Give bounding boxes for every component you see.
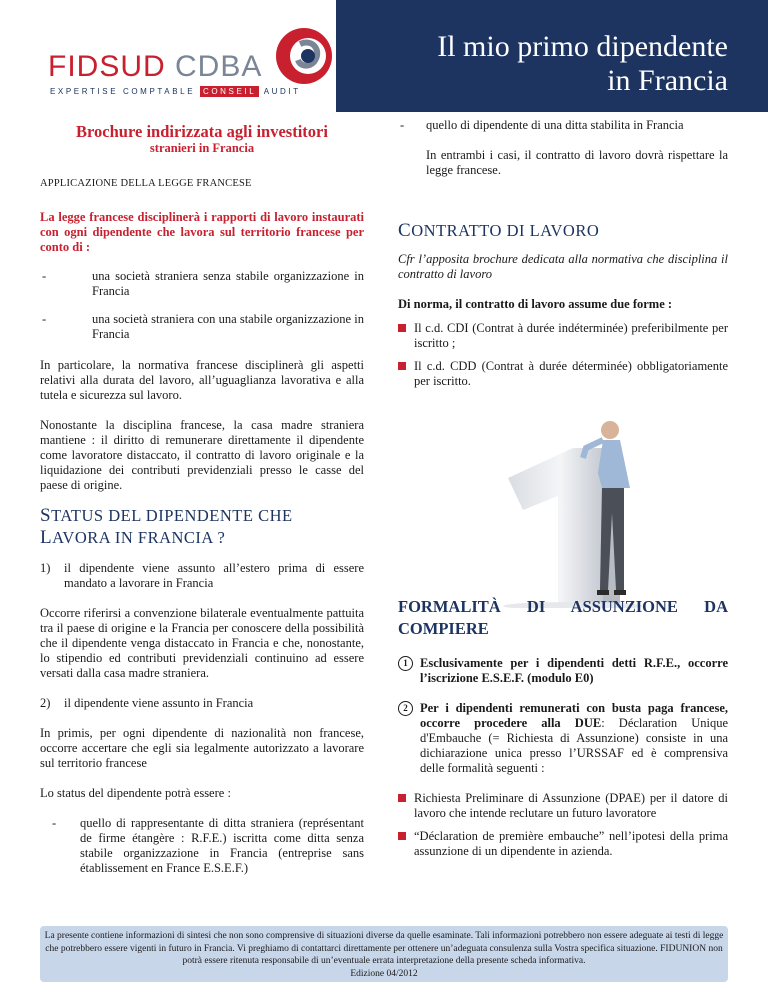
paragraph: Occorre riferirsi a convenzione bilaterale eventualmente pattuita tra il paese di origine e la Francia per conoscere della possibilità che il dipendente venga distaccato in Francia e che, nonostante, lo stipendio ed contributi previdenziali continuino ad essere versati dalla casa madre straniera. (40, 606, 364, 680)
list-item: Il c.d. CDD (Contrat à durée déterminée) obbligatoriamente per iscritto. (398, 359, 728, 389)
list-item: - quello di dipendente di una ditta stabilita in Francia (400, 118, 684, 132)
contratto-heading: CONTRATTO DI LAVORO (398, 220, 600, 241)
paragraph: Nonostante la disciplina francese, la casa madre straniera mantiene : il diritto di remunerare direttamente il dipendente come lavoratore distaccato, il contratto di lavoro originale e la liquidazione dei contributi previdenziali presso le casse del paese di origine. (40, 418, 364, 492)
list-item: Richiesta Preliminare di Assunzione (DPAE) per il datore di lavoro che intende reclutare un futuro lavoratore (398, 791, 728, 821)
brochure-title: Brochure indirizzata agli investitori (76, 122, 328, 141)
paragraph: Cfr l’apposita brochure dedicata alla normativa che disciplina il contratto di lavoro (398, 252, 728, 281)
list-item: “Déclaration de première embauche” nell’ipotesi della prima assunzione di un dipendente in azienda. (398, 829, 728, 859)
disclaimer-box (40, 926, 728, 982)
paragraph: In particolare, la normativa francese disciplinerà gli aspetti relativi alla durata del lavoro, all’uguaglianza lavorativa e alla tutela e sicurezza sul lavoro. (40, 358, 364, 402)
list-item: 2 Per i dipendenti remunerati con busta paga francese, occorre procedere alla DUE: Déclaration Unique d'Embauche (= Richiesta di Assunzione) consiste in una dichiarazione unica presso l’URSSAF ed è comprensiva delle formalità seguenti : (398, 701, 728, 776)
status-heading: STATUS DEL DIPENDENTE CHE LAVORA IN FRANCIA ? (40, 505, 293, 548)
left-column (40, 118, 364, 876)
bullet-icon (398, 794, 406, 802)
page-title: Il mio primo dipendente in Francia (437, 30, 728, 97)
section-application-title: APPLICAZIONE DELLA LEGGE FRANCESE (40, 178, 252, 189)
logo-tagline: EXPERTISE COMPTABLE CONSEIL AUDIT (50, 87, 301, 96)
bullet-icon (398, 362, 406, 370)
paragraph: Lo status del dipendente potrà essere : (40, 786, 231, 800)
edition-label: Edizione 04/2012 (350, 968, 418, 979)
disclaimer-text: La presente contiene informazioni di sintesi che non sono comprensive di situazioni diverse da quelle esaminate. Tali informazioni potrebbero non essere adeguate ai testi di legge che potrebbero essere vigenti in futuro in Francia. Vi preghiamo di contattarci direttamente per ottenere un’adeguata consulenza sulla Vostra specifica situazione. FIDUNION non potrà essere ritenuta responsabile di un’eventuale errata interpretazione della presente scheda informativa. (44, 931, 724, 966)
paragraph: In entrambi i casi, il contratto di lavoro dovrà rispettare la legge francese. (426, 148, 728, 177)
logo-fidsud: FIDSUD (48, 50, 166, 83)
list-item: 2) il dipendente viene assunto in Francia (40, 696, 254, 710)
formalita-heading: FORMALITÀ DI ASSUNZIONE DA COMPIERE (398, 597, 728, 638)
list-item: Il c.d. CDI (Contrat à durée indéterminée) preferibilmente per iscritto ; (398, 321, 728, 351)
list-item: - quello di rappresentante di ditta straniera (représentant de firme étangère : R.F.E.) iscritta come ditta senza stabile organizzazione in Francia (entreprise sans établissement en France E.S.E.F.) (52, 816, 364, 875)
intro-paragraph: La legge francese disciplinerà i rapporti di lavoro instaurati con ogni dipendente che lavora sul territorio francese per conto di : (40, 210, 364, 254)
logo-cdba: CDBA (175, 50, 263, 83)
right-column (398, 118, 729, 858)
list-item: 1 Esclusivamente per i dipendenti detti R.F.E., occorre l’iscrizione E.S.E.F. (modulo E0) (398, 656, 728, 686)
illustration-number-one (398, 418, 728, 608)
page-header (0, 0, 768, 112)
paragraph: In primis, per ogni dipendente di nazionalità non francese, occorre accertare che egli sia legalmente autorizzato a lavorare sul territorio francese (40, 726, 364, 770)
brochure-subtitle: stranieri in Francia (149, 141, 255, 155)
bullet-icon (398, 832, 406, 840)
list-item: - una società straniera con una stabile organizzazione in Francia (42, 312, 364, 341)
logo-swoosh-icon (270, 22, 332, 90)
bullet-icon (398, 324, 406, 332)
list-item: 1) il dipendente viene assunto all’estero prima di essere mandato a lavorare in Francia (40, 561, 364, 590)
list-item: - una società straniera senza stabile organizzazione in Francia (42, 269, 364, 298)
paragraph: Di norma, il contratto di lavoro assume due forme : (398, 297, 673, 311)
company-logo (0, 0, 336, 112)
